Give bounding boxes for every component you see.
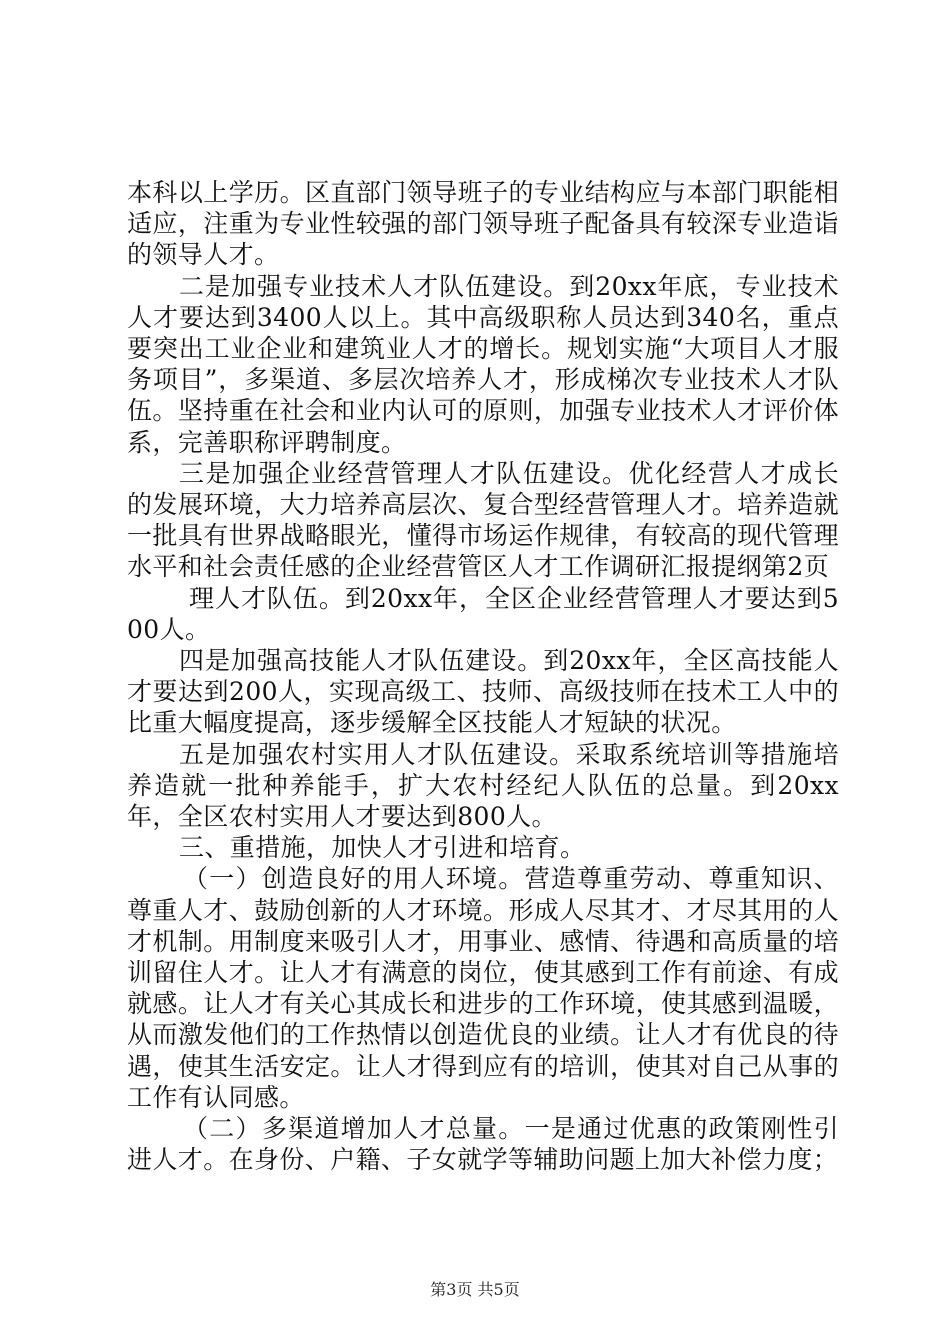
paragraph-5: 四是加强高技能人才队伍建设。到20xx年，全区高技能人才要达到200人，实现高级工、技师、高级技师在技术工人中的比重大幅度提高，逐步缓解全区技能人才短缺的状况。 [127,646,839,738]
paragraph-3: 三是加强企业经营管理人才队伍建设。优化经营人才成长的发展环境，大力培养高层次、复合型经营管理人才。培养造就一批具有世界战略眼光，懂得市场运作规律，有较高的现代管理水平和社会责任感的企业经营管区人才工作调研汇报提纲第2页 [127,458,839,582]
document-body [127,177,839,1176]
paragraph-1: 本科以上学历。区直部门领导班子的专业结构应与本部门职能相适应，注重为专业性较强的部门领导班子配备具有较深专业造诣的领导人才。 [127,178,839,270]
paragraph-7: （一）创造良好的用人环境。营造尊重劳动、尊重知识、尊重人才、鼓励创新的人才环境。形成人尽其才、才尽其用的人才机制。用制度来吸引人才，用事业、感情、待遇和高质量的培训留住人才。让人才有满意的岗位，使其感到工作有前途、有成就感。让人才有关心其成长和进步的工作环境，使其感到温暖，从而激发他们的工作热情以创造优良的业绩。让人才有优良的待遇，使其生活安定。让人才得到应有的培训，使其对自己从事的工作有认同感。 [127,864,839,1112]
page-footer: 第3页 共5页 [430,1280,520,1299]
paragraph-6: 五是加强农村实用人才队伍建设。采取系统培训等措施培养造就一批种养能手，扩大农村经纪人队伍的总量。到20xx年，全区农村实用人才要达到800人。 [127,739,839,832]
paragraph-8: （二）多渠道增加人才总量。一是通过优惠的政策刚性引进人才。在身份、户籍、子女就学等辅助问题上加大补偿力度； [127,1114,839,1175]
section-heading-3: 三、重措施，加快人才引进和培育。 [179,833,586,863]
paragraph-4: 理人才队伍。到20xx年，全区企业经营管理人才要达到500人。 [127,583,839,644]
paragraph-2: 二是加强专业技术人才队伍建设。到20xx年底，专业技术人才要达到3400人以上。其中高级职称人员达到340名，重点要突出工业企业和建筑业人才的增长。规划实施“大项目人才服务项目”，多渠道、多层次培养人才，形成梯次专业技术人才队伍。坚持重在社会和业内认可的原则，加强专业技术人才评价体系，完善职称评聘制度。 [127,271,839,457]
